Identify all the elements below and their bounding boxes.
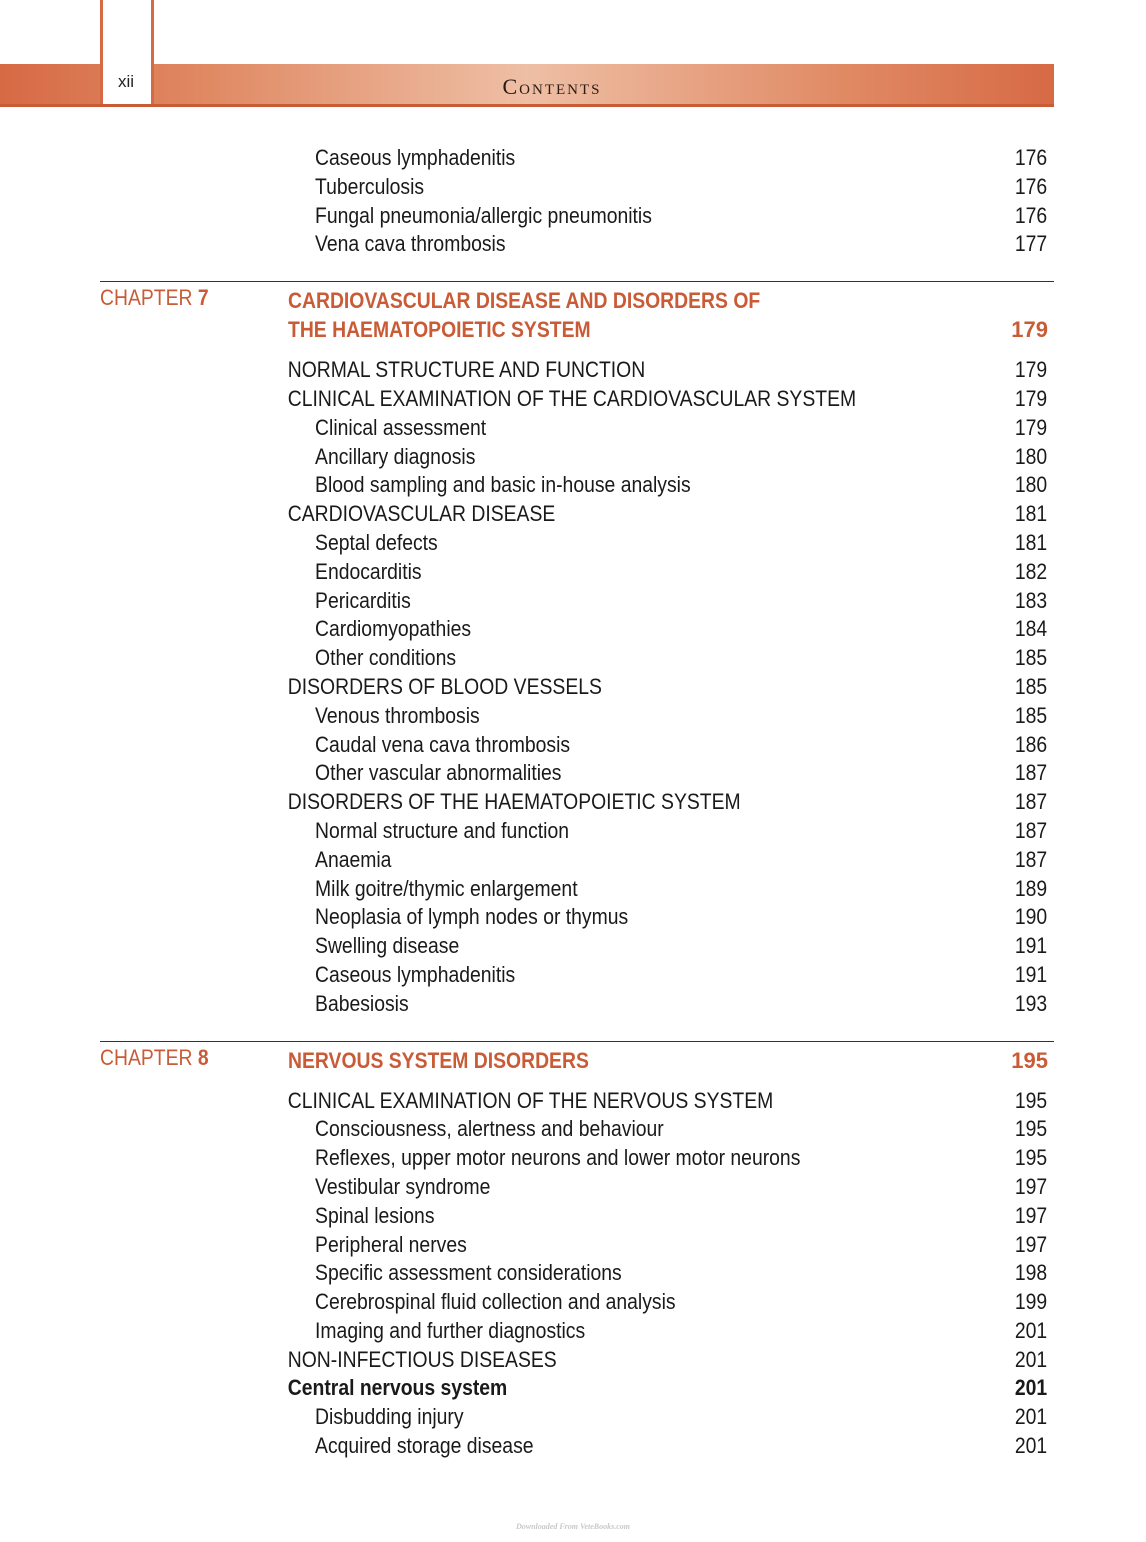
toc-entry-title: Caseous lymphadenitis (315, 961, 516, 987)
toc-entry (0, 1231, 1048, 1260)
toc-entry (0, 1087, 1048, 1116)
toc-entry-title: Neoplasia of lymph nodes or thymus (315, 904, 629, 930)
toc-entry-title: Disbudding injury (315, 1404, 464, 1430)
chapter-title-line: CARDIOVASCULAR DISEASE AND DISORDERS OF (288, 288, 761, 314)
toc-entry (0, 230, 1048, 259)
chapter-page: 179 (1011, 317, 1048, 343)
toc-entry (0, 817, 1048, 846)
toc-entry (0, 903, 1048, 932)
chapter-label: CHAPTER 8 (100, 1044, 209, 1070)
toc-entry (0, 1202, 1048, 1231)
chapter-7-heading (100, 281, 1054, 344)
toc-entry (0, 144, 1048, 173)
toc-entry-title: Endocarditis (315, 558, 422, 584)
toc-entry-page: 201 (1014, 1375, 1048, 1401)
toc-entry-title: NON-INFECTIOUS DISEASES (287, 1346, 557, 1372)
toc-entry (0, 932, 1048, 961)
toc-entry-title: Cardiomyopathies (315, 616, 472, 642)
toc-entry-page: 197 (1014, 1202, 1048, 1228)
toc-entry-page: 201 (1014, 1317, 1048, 1343)
toc-entry-page: 191 (1014, 961, 1048, 987)
toc-entry (0, 875, 1048, 904)
toc-entry-title: Specific assessment considerations (315, 1260, 622, 1286)
toc-entry (0, 1144, 1048, 1173)
toc-entry-page: 185 (1014, 645, 1048, 671)
toc-entry-page: 187 (1014, 817, 1048, 843)
toc-entry-page: 181 (1014, 529, 1048, 555)
toc-entry (0, 759, 1048, 788)
toc-entry-title: DISORDERS OF BLOOD VESSELS (287, 673, 602, 699)
toc-entry (0, 644, 1048, 673)
toc-entry (0, 1288, 1048, 1317)
toc-entry-title: Ancillary diagnosis (315, 443, 476, 469)
toc-entry-title: Pericarditis (315, 587, 411, 613)
toc-entry-title: Anaemia (315, 846, 392, 872)
chapter-8-heading (100, 1041, 1054, 1075)
toc-entry-page: 187 (1014, 760, 1048, 786)
toc-entry (0, 615, 1048, 644)
toc-entry-page: 180 (1014, 443, 1048, 469)
page-number: xii (117, 72, 135, 91)
toc-entry (0, 1259, 1048, 1288)
toc-entry-title: Spinal lesions (315, 1202, 435, 1228)
toc-entry-page: 193 (1014, 990, 1048, 1016)
toc-entry-title: Venous thrombosis (315, 702, 480, 728)
chapter-title-line: NERVOUS SYSTEM DISORDERS (288, 1047, 589, 1073)
chapter-8-entries (0, 1087, 1146, 1461)
toc-entry (0, 673, 1048, 702)
toc-entry-title: Clinical assessment (315, 414, 487, 440)
toc-entry-title: Imaging and further diagnostics (315, 1317, 586, 1343)
toc-entry-title: Fungal pneumonia/allergic pneumonitis (315, 202, 652, 228)
chapter-number: 7 (197, 285, 209, 311)
toc-entry-page: 176 (1014, 145, 1048, 170)
toc-entry-title: Vestibular syndrome (315, 1173, 491, 1199)
chapter-7-entries (0, 356, 1146, 1018)
toc-entry-page: 179 (1014, 385, 1048, 411)
toc-entry-page: 195 (1014, 1087, 1048, 1113)
toc-entry-page: 195 (1014, 1116, 1048, 1142)
toc-entry-page: 185 (1014, 702, 1048, 728)
toc-entry-title: Reflexes, upper motor neurons and lower motor neurons (315, 1145, 801, 1171)
toc-entry (0, 1346, 1048, 1375)
toc-entry-page: 177 (1014, 231, 1048, 257)
toc-entry-title: NORMAL STRUCTURE AND FUNCTION (287, 357, 646, 383)
toc-entry-page: 185 (1014, 673, 1048, 699)
toc-entry (0, 558, 1048, 587)
running-title: Contents (502, 74, 602, 99)
toc-entry (0, 1403, 1048, 1432)
toc-entry-title: Acquired storage disease (315, 1433, 534, 1459)
toc-entry-title: DISORDERS OF THE HAEMATOPOIETIC SYSTEM (287, 789, 741, 815)
toc-entry-page: 179 (1014, 357, 1048, 383)
toc-entry-title: CLINICAL EXAMINATION OF THE CARDIOVASCULAR SYSTEM (287, 385, 857, 411)
toc-entry-page: 195 (1014, 1145, 1048, 1171)
toc-entry (0, 385, 1048, 414)
toc-entry-title: Swelling disease (315, 933, 460, 959)
toc-entry-page: 184 (1014, 616, 1048, 642)
toc-entry-title: Cerebrospinal fluid collection and analysis (315, 1289, 676, 1315)
toc-entry (0, 1317, 1048, 1346)
chapter-title-line: THE HAEMATOPOIETIC SYSTEM (288, 317, 591, 343)
toc-entry-page: 180 (1014, 472, 1048, 498)
chapter-number: 8 (197, 1044, 209, 1070)
toc-entry (0, 443, 1048, 472)
toc-entry (0, 1173, 1048, 1202)
toc-entry (0, 1374, 1048, 1403)
toc-entry-title: Caseous lymphadenitis (315, 145, 516, 170)
toc-entry (0, 1115, 1048, 1144)
toc-entry-page: 199 (1014, 1289, 1048, 1315)
toc-entry-page: 197 (1014, 1231, 1048, 1257)
toc-entry-page: 182 (1014, 558, 1048, 584)
toc-entry-page: 198 (1014, 1260, 1048, 1286)
toc-entry (0, 1432, 1048, 1461)
toc-entry (0, 356, 1048, 385)
toc-entry-title: Vena cava thrombosis (315, 231, 506, 257)
toc-entry-title: Central nervous system (287, 1375, 508, 1401)
toc-entry (0, 990, 1048, 1019)
chapter-title (288, 286, 834, 344)
toc-entry (0, 731, 1048, 760)
toc-entry-title: Normal structure and function (315, 817, 569, 843)
toc-entry (0, 471, 1048, 500)
toc-entry-title: Consciousness, alertness and behaviour (315, 1116, 664, 1142)
toc-entry-page: 187 (1014, 789, 1048, 815)
toc-entry-title: Babesiosis (315, 990, 409, 1016)
toc-entry-title: Peripheral nerves (315, 1231, 467, 1257)
toc-entry-page: 201 (1014, 1346, 1048, 1372)
toc-top-list (0, 144, 1146, 259)
toc-entry-page: 201 (1014, 1404, 1048, 1430)
toc-entry (0, 202, 1048, 231)
toc-entry-page: 179 (1014, 414, 1048, 440)
toc-entry-page: 187 (1014, 846, 1048, 872)
toc-entry-title: Caudal vena cava thrombosis (315, 731, 571, 757)
toc-entry-title: Other vascular abnormalities (315, 760, 562, 786)
toc-entry (0, 529, 1048, 558)
toc-entry-page: 186 (1014, 731, 1048, 757)
toc-entry-title: Milk goitre/thymic enlargement (315, 875, 578, 901)
toc-entry (0, 788, 1048, 817)
toc-entry (0, 587, 1048, 616)
toc-entry-page: 201 (1014, 1433, 1048, 1459)
watermark: Downloaded From VeteBooks.com (515, 1522, 630, 1531)
toc-entry (0, 846, 1048, 875)
toc-entry (0, 500, 1048, 529)
toc-entry-page: 190 (1014, 904, 1048, 930)
toc-entry-page: 197 (1014, 1173, 1048, 1199)
toc-entry-page: 183 (1014, 587, 1048, 613)
toc-entry-title: Tuberculosis (315, 173, 425, 199)
toc-entry-title: Other conditions (315, 645, 457, 671)
toc-entry-title: Blood sampling and basic in-house analysis (315, 472, 691, 498)
table-of-contents (0, 144, 1146, 1461)
toc-entry (0, 173, 1048, 202)
toc-entry-title: Septal defects (315, 529, 438, 555)
toc-entry-title: CARDIOVASCULAR DISEASE (287, 501, 556, 527)
toc-entry-title: CLINICAL EXAMINATION OF THE NERVOUS SYSTEM (287, 1087, 774, 1113)
toc-entry-page: 176 (1014, 173, 1048, 199)
toc-entry (0, 961, 1048, 990)
toc-entry-page: 176 (1014, 202, 1048, 228)
chapter-title (288, 1046, 834, 1075)
toc-entry (0, 702, 1048, 731)
toc-entry-page: 181 (1014, 501, 1048, 527)
chapter-page: 195 (1011, 1047, 1048, 1073)
toc-entry-page: 189 (1014, 875, 1048, 901)
toc-entry-page: 191 (1014, 933, 1048, 959)
toc-entry (0, 414, 1048, 443)
chapter-label: CHAPTER 7 (100, 285, 209, 311)
